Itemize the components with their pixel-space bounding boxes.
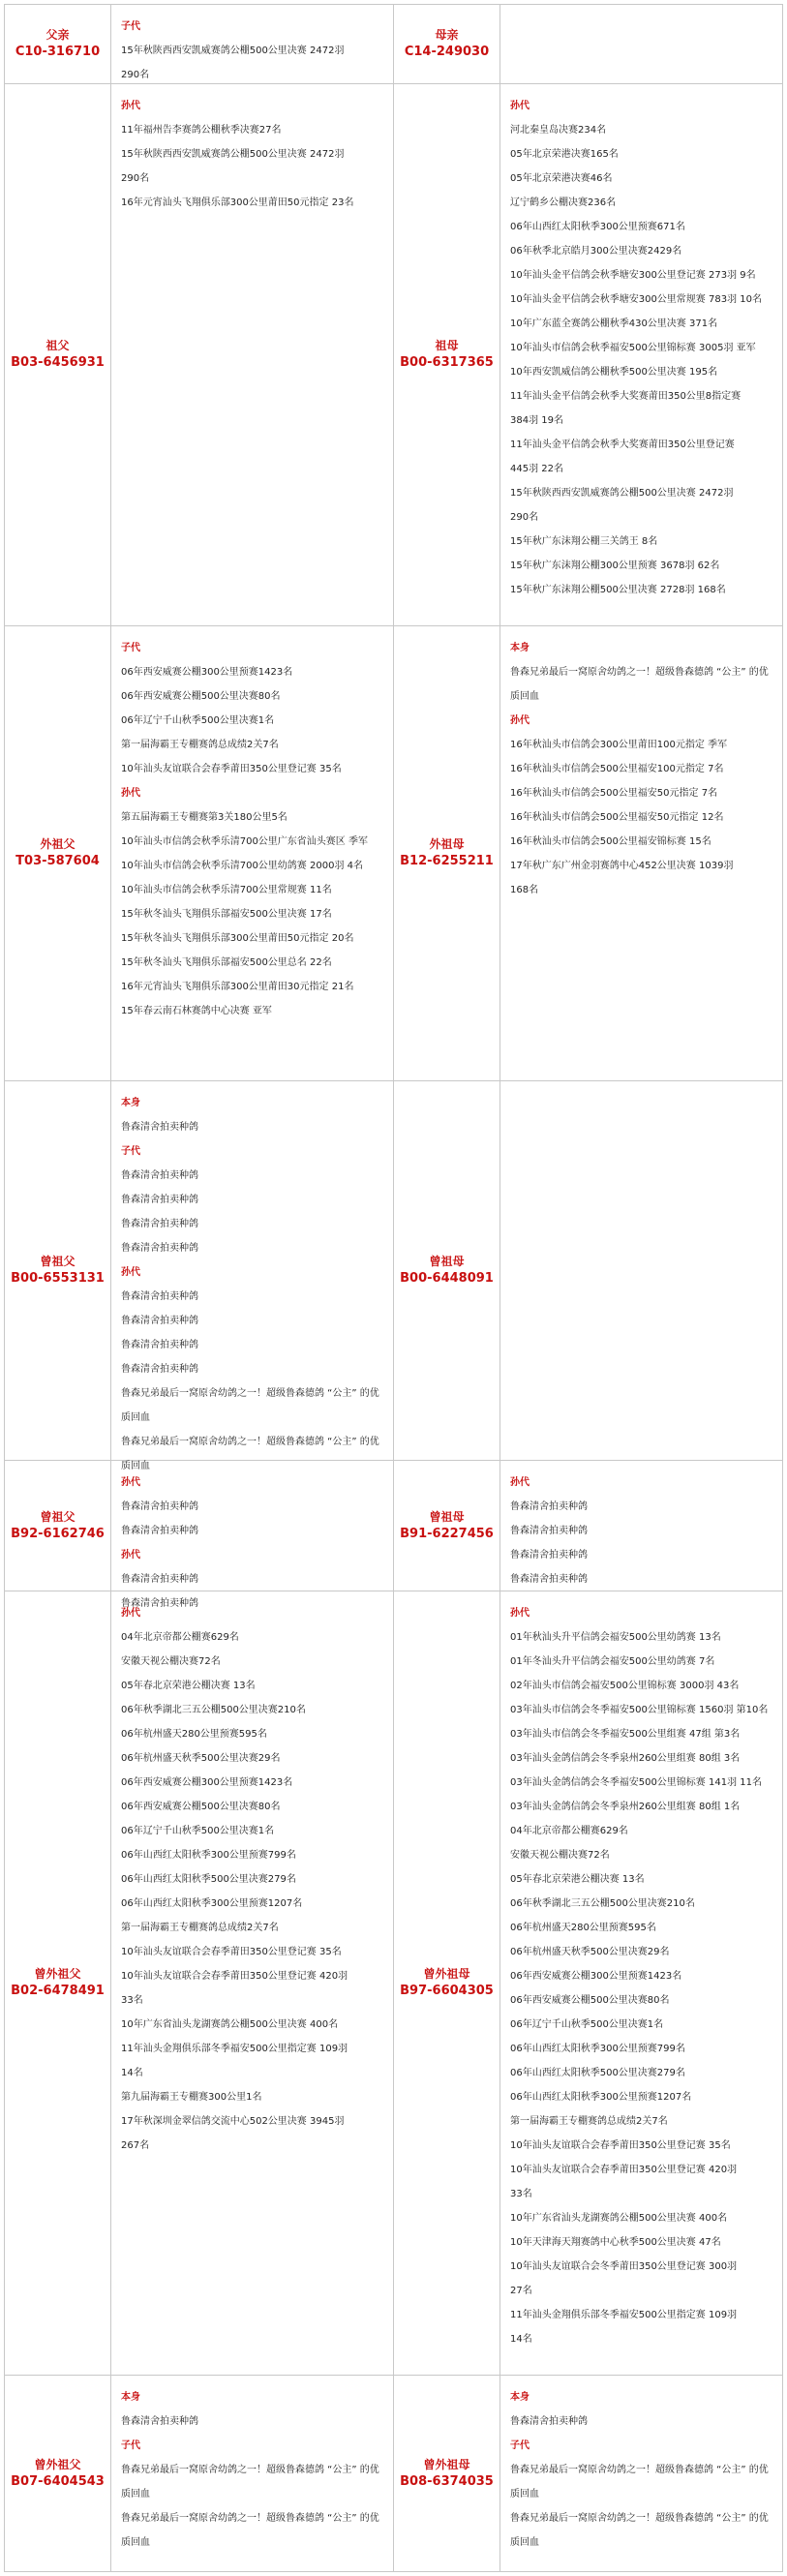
record-line: 06年辽宁千山秋季500公里决赛1名: [510, 2019, 664, 2030]
record-line: 15年秋广东沫翔公棚300公里预赛 3678羽 62名: [510, 561, 720, 571]
record-line: 16年元宵汕头飞翔俱乐部300公里莆田30元指定 21名: [121, 982, 354, 992]
record-line: 鲁森清舍拍卖种鸽: [121, 2416, 198, 2427]
ring-number: B08-6374035: [400, 2473, 494, 2489]
ancestor-record-cell: [500, 2376, 783, 2571]
section-heading: 孙代: [121, 1550, 140, 1561]
ancestor-name-cell: [394, 84, 500, 625]
section-heading: 孙代: [121, 1267, 140, 1278]
ancestor-role: 外祖母: [429, 837, 465, 851]
ancestor-role: 曾祖母: [429, 1255, 465, 1268]
record-line: 10年广东蓝全赛鸽公棚秋季430公里决赛 371名: [510, 318, 718, 329]
ancestor-record-cell: [111, 5, 394, 83]
ancestor-name-cell: [5, 626, 111, 1080]
record-line: 06年山西红太阳秋季500公里决赛279名: [510, 2068, 685, 2078]
record-line: 06年辽宁千山秋季500公里决赛1名: [121, 1826, 275, 1836]
record-line: 14名: [121, 2068, 143, 2078]
record-line: 15年秋冬汕头飞翔俱乐部300公里莆田50元指定 20名: [121, 933, 354, 944]
record-line: 河北秦皇岛决赛234名: [510, 125, 607, 136]
record-line: 鲁森清舍拍卖种鸽: [121, 1501, 198, 1512]
record-line: 445羽 22名: [510, 464, 563, 474]
record-line: 33名: [510, 2189, 532, 2199]
record-line: 17年秋深圳金翠信鸽交流中心502公里决赛 3945羽: [121, 2116, 345, 2127]
record-line: 鲁森清舍拍卖种鸽: [121, 1340, 198, 1350]
record-line: 06年山西红太阳秋季300公里预赛1207名: [510, 2092, 692, 2103]
ancestor-role: 祖母: [435, 339, 459, 352]
ring-number: B92-6162746: [11, 1526, 105, 1541]
ancestor-record-cell: [111, 2376, 394, 2571]
record-line: 10年汕头金平信鸽会秋季塘安300公里登记赛 273羽 9名: [510, 270, 756, 281]
record-line: 06年西安威赛公棚300公里预赛1423名: [121, 667, 293, 678]
record-line: 05年北京荣港决赛165名: [510, 149, 619, 160]
ring-number: B00-6448091: [400, 1271, 494, 1286]
record-line: 第一届海霸王专棚赛鸽总成绩2关7名: [121, 1923, 279, 1933]
record-line: 鲁森清舍拍卖种鸽: [121, 1291, 198, 1302]
record-line: 06年秋季北京皓月300公里决赛2429名: [510, 246, 682, 257]
ancestor-role: 曾外祖父: [34, 1967, 81, 1981]
ancestor-name-cell: [394, 1081, 500, 1460]
ancestor-record-cell: [111, 1461, 394, 1609]
record-line: 06年西安威赛公棚500公里决赛80名: [121, 1802, 281, 1812]
record-line: 06年杭州盛天秋季500公里决赛29名: [510, 1947, 670, 1957]
record-line: 安徽天视公棚决赛72名: [510, 1850, 610, 1861]
record-line: 10年西安凯威信鸽公棚秋季500公里决赛 195名: [510, 367, 718, 378]
pedigree-row: [5, 1461, 782, 1609]
record-line: 11年汕头金平信鸽会秋季大奖赛莆田350公里8指定赛: [510, 391, 742, 402]
record-line: 33名: [121, 1995, 143, 2006]
record-line: 15年秋冬汕头飞翔俱乐部福安500公里决赛 17名: [121, 909, 332, 920]
record-line: 鲁森清舍拍卖种鸽: [510, 1574, 588, 1585]
record-line: 10年汕头友谊联合会春季莆田350公里登记赛 35名: [510, 2140, 731, 2151]
record-line: 06年杭州盛天秋季500公里决赛29名: [121, 1753, 281, 1764]
ancestor-record-cell: [111, 84, 394, 625]
record-line: 第一届海霸王专棚赛鸽总成绩2关7名: [510, 2116, 668, 2127]
pedigree-row: [5, 5, 782, 84]
record-line: 鲁森清舍拍卖种鸽: [121, 1574, 198, 1585]
record-line: 10年汕头金平信鸽会秋季塘安300公里常规赛 783羽 10名: [510, 294, 762, 305]
section-heading: 子代: [121, 1146, 140, 1157]
ancestor-name-cell: [394, 1591, 500, 2375]
section-heading: 孙代: [121, 788, 140, 799]
record-line: 06年西安威赛公棚500公里决赛80名: [510, 1995, 670, 2006]
record-line: 290名: [510, 512, 539, 523]
record-line: 10年汕头市信鸽会秋季福安500公里锦标赛 3005羽 亚军: [510, 343, 756, 353]
record-line: 鲁森清舍拍卖种鸽: [510, 1550, 588, 1561]
ring-number: B00-6317365: [400, 355, 494, 370]
record-line: 第九届海霸王专棚赛300公里1名: [121, 2092, 262, 2103]
ring-number: B03-6456931: [11, 355, 105, 370]
ring-number: B07-6404543: [11, 2473, 105, 2489]
ancestor-record-cell: [500, 5, 783, 83]
pedigree-table: [4, 4, 783, 2572]
section-heading: 孙代: [510, 1608, 530, 1619]
record-line: 04年北京帝都公棚赛629名: [510, 1826, 628, 1836]
section-heading: 孙代: [510, 101, 530, 111]
ancestor-name-cell: [5, 2376, 111, 2571]
section-heading: 本身: [510, 643, 530, 653]
record-line: 05年春北京荣港公棚决赛 13名: [121, 1681, 256, 1691]
record-line: 01年冬汕头升平信鸽会福安500公里幼鸽赛 7名: [510, 1656, 715, 1667]
record-line: 06年杭州盛天280公里预赛595名: [121, 1729, 267, 1740]
ring-number: B02-6478491: [11, 1984, 105, 1998]
record-line: 16年秋汕头市信鸽会300公里莆田100元指定 季军: [510, 740, 728, 750]
record-line: 03年汕头市信鸽会冬季福安500公里组赛 47组 第3名: [510, 1729, 741, 1740]
record-line: 03年汕头市信鸽会冬季福安500公里锦标赛 1560羽 第10名: [510, 1705, 769, 1715]
section-heading: 孙代: [121, 101, 140, 111]
ancestor-record-cell: [500, 1081, 783, 1460]
record-line: 05年北京荣港决赛46名: [510, 173, 613, 184]
section-heading: 子代: [510, 2440, 530, 2451]
record-line: 14名: [510, 2334, 532, 2345]
record-line: 10年汕头友谊联合会冬季莆田350公里登记赛 300羽: [510, 2261, 738, 2272]
ancestor-role: 曾祖母: [429, 1509, 465, 1524]
record-line: 06年秋季湖北三五公棚500公里决赛210名: [121, 1705, 306, 1715]
section-heading: 子代: [121, 2440, 140, 2451]
record-line: 06年山西红太阳秋季500公里决赛279名: [121, 1874, 296, 1885]
record-line: 15年秋陕西西安凯威赛鸽公棚500公里决赛 2472羽: [121, 149, 345, 160]
record-line: 鲁森清舍拍卖种鸽: [121, 1195, 198, 1205]
record-line: 鲁森清舍拍卖种鸽: [510, 2416, 588, 2427]
record-line: 10年汕头市信鸽会秋季乐清700公里幼鸽赛 2000羽 4名: [121, 861, 363, 871]
record-line: 鲁森清舍拍卖种鸽: [121, 1364, 198, 1375]
record-line: 安徽天视公棚决赛72名: [121, 1656, 221, 1667]
ancestor-record-cell: [111, 1081, 394, 1471]
pedigree-row: [5, 1591, 782, 2376]
record-line: 鲁森清舍拍卖种鸽: [121, 1598, 198, 1609]
ancestor-record-cell: [500, 1591, 783, 2375]
record-line: 290名: [121, 70, 150, 80]
record-line: 16年秋汕头市信鸽会500公里福安锦标赛 15名: [510, 836, 711, 847]
ancestor-role: 曾祖父: [40, 1255, 76, 1268]
ancestor-name-cell: [394, 626, 500, 1080]
record-line: 06年西安威赛公棚300公里预赛1423名: [121, 1777, 293, 1788]
ancestor-name-cell: [394, 2376, 500, 2571]
ancestor-name-cell: [5, 5, 111, 83]
record-line: 10年汕头市信鸽会秋季乐清700公里常规赛 11名: [121, 885, 332, 895]
record-line: 鲁森清舍拍卖种鸽: [510, 1501, 588, 1512]
section-heading: 本身: [510, 2392, 530, 2403]
ancestor-record-cell: [111, 1591, 394, 2375]
record-line: 384羽 19名: [510, 415, 563, 426]
ancestor-role: 曾外祖父: [34, 2457, 81, 2471]
record-line: 16年元宵汕头飞翔俱乐部300公里莆田50元指定 23名: [121, 197, 354, 208]
record-line: 10年汕头友谊联合会春季莆田350公里登记赛 35名: [121, 764, 342, 774]
record-line: 06年西安威赛公棚500公里决赛80名: [121, 691, 281, 702]
ring-number: B12-6255211: [400, 854, 494, 868]
record-line: 鲁森清舍拍卖种鸽: [121, 1316, 198, 1326]
record-line: 鲁森兄弟最后一窝原舍幼鸽之一！超级鲁森德鸽 “公主” 的优质回血: [510, 667, 769, 702]
record-line: 第五届海霸王专棚赛第3关180公里5名: [121, 812, 288, 823]
section-heading: 子代: [121, 21, 140, 32]
record-line: 16年秋汕头市信鸽会500公里福安100元指定 7名: [510, 764, 724, 774]
ancestor-name-cell: [394, 5, 500, 83]
record-line: 16年秋汕头市信鸽会500公里福安50元指定 7名: [510, 788, 718, 799]
record-line: 鲁森兄弟最后一窝原舍幼鸽之一！超级鲁森德鸽 “公主” 的优质回血: [121, 1388, 379, 1423]
record-line: 06年山西红太阳秋季300公里预赛799名: [121, 1850, 296, 1861]
record-line: 05年春北京荣港公棚决赛 13名: [510, 1874, 645, 1885]
ancestor-role: 外祖父: [40, 837, 76, 851]
ancestor-role: 曾外祖母: [423, 1967, 470, 1981]
record-line: 鲁森清舍拍卖种鸽: [121, 1122, 198, 1133]
record-line: 06年山西红太阳秋季300公里预赛1207名: [121, 1898, 303, 1909]
ancestor-role: 父亲: [45, 28, 70, 42]
ancestor-name-cell: [5, 1081, 111, 1460]
record-line: 06年西安威赛公棚300公里预赛1423名: [510, 1971, 682, 1982]
record-line: 168名: [510, 885, 539, 895]
ring-number: T03-587604: [15, 854, 100, 868]
record-line: 15年秋陕西西安凯威赛鸽公棚500公里决赛 2472羽: [121, 45, 345, 56]
record-line: 10年天津海天翔赛鸽中心秋季500公里决赛 47名: [510, 2237, 721, 2248]
record-line: 03年汕头金鸽信鸽会冬季泉州260公里组赛 80组 3名: [510, 1753, 741, 1764]
ancestor-record-cell: [500, 1461, 783, 1591]
ancestor-role: 祖父: [45, 339, 70, 352]
record-line: 15年春云南石林赛鸽中心决赛 亚军: [121, 1006, 272, 1016]
record-line: 06年辽宁千山秋季500公里决赛1名: [121, 715, 275, 726]
ring-number: B00-6553131: [11, 1271, 105, 1286]
record-line: 10年汕头友谊联合会春季莆田350公里登记赛 420羽: [121, 1971, 348, 1982]
record-line: 15年秋广东沫翔公棚三关鸽王 8名: [510, 536, 658, 547]
record-line: 15年秋广东沫翔公棚500公里决赛 2728羽 168名: [510, 585, 726, 595]
record-line: 鲁森清舍拍卖种鸽: [121, 1219, 198, 1229]
section-heading: 孙代: [510, 1477, 530, 1488]
record-line: 鲁森兄弟最后一窝原舍幼鸽之一！超级鲁森德鸽 “公主” 的优质回血: [121, 1437, 379, 1471]
record-line: 06年秋季湖北三五公棚500公里决赛210名: [510, 1898, 695, 1909]
ancestor-name-cell: [394, 1461, 500, 1591]
record-line: 辽宁鹤乡公棚决赛236名: [510, 197, 617, 208]
ancestor-record-cell: [111, 626, 394, 1080]
record-line: 15年秋陕西西安凯威赛鸽公棚500公里决赛 2472羽: [510, 488, 734, 499]
pedigree-row: [5, 1081, 782, 1471]
record-line: 11年汕头金平信鸽会秋季大奖赛莆田350公里登记赛: [510, 439, 735, 450]
section-heading: 本身: [121, 2392, 140, 2403]
ancestor-role: 母亲: [435, 28, 459, 42]
record-line: 06年杭州盛天280公里预赛595名: [510, 1923, 656, 1933]
section-heading: 本身: [121, 1098, 140, 1108]
record-line: 鲁森兄弟最后一窝原舍幼鸽之一！超级鲁森德鸽 “公主” 的优质回血: [510, 2513, 769, 2548]
ring-number: C10-316710: [15, 45, 101, 59]
record-line: 16年秋汕头市信鸽会500公里福安50元指定 12名: [510, 812, 724, 823]
record-line: 11年福州告李赛鸽公棚秋季决赛27名: [121, 125, 282, 136]
record-line: 鲁森清舍拍卖种鸽: [121, 1170, 198, 1181]
record-line: 10年广东省汕头龙湖赛鸽公棚500公里决赛 400名: [121, 2019, 339, 2030]
record-line: 11年汕头金翔俱乐部冬季福安500公里指定赛 109羽: [121, 2044, 348, 2054]
record-line: 10年广东省汕头龙湖赛鸽公棚500公里决赛 400名: [510, 2213, 728, 2224]
ancestor-name-cell: [5, 84, 111, 625]
record-line: 02年汕头市信鸽会福安500公里锦标赛 3000羽 43名: [510, 1681, 740, 1691]
record-line: 27名: [510, 2286, 532, 2296]
ancestor-record-cell: [500, 626, 783, 1080]
record-line: 鲁森兄弟最后一窝原舍幼鸽之一！超级鲁森德鸽 “公主” 的优质回血: [121, 2513, 379, 2548]
ancestor-name-cell: [5, 1591, 111, 2375]
ancestor-role: 曾外祖母: [423, 2457, 470, 2471]
ring-number: B91-6227456: [400, 1526, 494, 1541]
record-line: 15年秋冬汕头飞翔俱乐部福安500公里总名 22名: [121, 957, 332, 968]
record-line: 06年山西红太阳秋季300公里预赛799名: [510, 2044, 685, 2054]
record-line: 17年秋广东广州金羽赛鸽中心452公里决赛 1039羽: [510, 861, 734, 871]
section-heading: 孙代: [510, 715, 530, 726]
record-line: 第一届海霸王专棚赛鸽总成绩2关7名: [121, 740, 279, 750]
record-line: 鲁森清舍拍卖种鸽: [121, 1526, 198, 1536]
record-line: 267名: [121, 2140, 150, 2151]
record-line: 06年山西红太阳秋季300公里预赛671名: [510, 222, 685, 232]
record-line: 11年汕头金翔俱乐部冬季福安500公里指定赛 109羽: [510, 2310, 738, 2320]
record-line: 03年汕头金鸽信鸽会冬季泉州260公里组赛 80组 1名: [510, 1802, 741, 1812]
ancestor-role: 曾祖父: [40, 1509, 76, 1524]
record-line: 鲁森兄弟最后一窝原舍幼鸽之一！超级鲁森德鸽 “公主” 的优质回血: [121, 2465, 379, 2500]
ancestor-name-cell: [5, 1461, 111, 1591]
ring-number: B97-6604305: [400, 1984, 494, 1998]
record-line: 10年汕头友谊联合会春季莆田350公里登记赛 420羽: [510, 2165, 738, 2175]
record-line: 鲁森清舍拍卖种鸽: [510, 1526, 588, 1536]
pedigree-row: [5, 626, 782, 1081]
ring-number: C14-249030: [404, 45, 490, 59]
record-line: 10年汕头市信鸽会秋季乐清700公里广东省汕头赛区 季军: [121, 836, 368, 847]
pedigree-row: [5, 2376, 782, 2571]
section-heading: 孙代: [121, 1477, 140, 1488]
record-line: 鲁森兄弟最后一窝原舍幼鸽之一！超级鲁森德鸽 “公主” 的优质回血: [510, 2465, 769, 2500]
record-line: 01年秋汕头升平信鸽会福安500公里幼鸽赛 13名: [510, 1632, 721, 1643]
record-line: 鲁森清舍拍卖种鸽: [121, 1243, 198, 1254]
record-line: 290名: [121, 173, 150, 184]
pedigree-row: [5, 84, 782, 626]
record-line: 04年北京帝都公棚赛629名: [121, 1632, 239, 1643]
ancestor-record-cell: [500, 84, 783, 625]
section-heading: 子代: [121, 643, 140, 653]
record-line: 10年汕头友谊联合会春季莆田350公里登记赛 35名: [121, 1947, 342, 1957]
section-heading: 孙代: [121, 1608, 140, 1619]
record-line: 03年汕头金鸽信鸽会冬季福安500公里锦标赛 141羽 11名: [510, 1777, 762, 1788]
